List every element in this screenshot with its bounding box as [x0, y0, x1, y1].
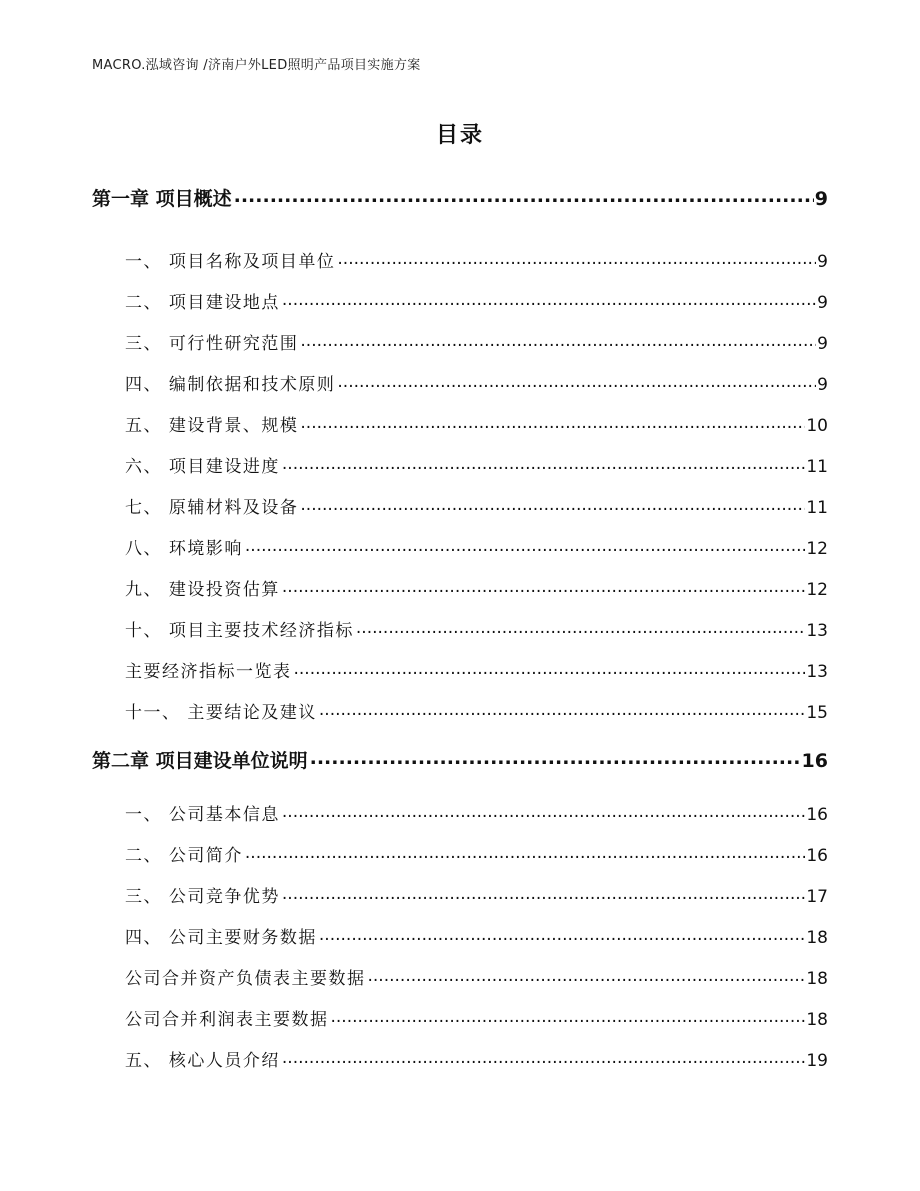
toc-entry[interactable] [125, 452, 828, 477]
toc-entry-label: 五、 建设背景、规模 [125, 416, 299, 436]
toc-entry-label: 第二章 项目建设单位说明 [92, 750, 308, 772]
toc-entry[interactable] [125, 493, 828, 518]
toc-entry-page: 10 [806, 416, 828, 436]
dot-leader [294, 660, 806, 677]
dot-leader [234, 186, 814, 205]
toc-entry-label: 一、 公司基本信息 [125, 805, 280, 825]
toc-entry[interactable] [125, 882, 828, 907]
toc-entry-page: 12 [806, 580, 828, 600]
dot-leader [337, 373, 816, 390]
toc-entry-label: 公司合并资产负债表主要数据 [125, 969, 366, 989]
toc-entry-page: 18 [806, 969, 828, 989]
dot-leader [319, 926, 805, 943]
dot-leader [282, 803, 805, 820]
toc-title: 目录 [435, 123, 484, 148]
toc-entry-page: 18 [806, 1010, 828, 1030]
dot-leader [282, 291, 816, 308]
toc-entry-page: 16 [806, 805, 828, 825]
dot-leader [337, 250, 816, 267]
toc-entry[interactable] [125, 841, 828, 866]
dot-leader [282, 578, 805, 595]
toc-entry-label: 九、 建设投资估算 [125, 580, 280, 600]
toc-entry[interactable] [125, 964, 828, 989]
toc-entry-label: 四、 编制依据和技术原则 [125, 375, 336, 395]
toc-entry-page: 19 [806, 1051, 828, 1071]
toc-entry[interactable] [125, 247, 828, 272]
toc-entry-label: 七、 原辅材料及设备 [125, 498, 299, 518]
dot-leader [319, 701, 805, 718]
dot-leader [282, 1049, 805, 1066]
toc-entry-page: 16 [806, 846, 828, 866]
toc-entry-page: 9 [817, 375, 828, 395]
toc-entry-page: 9 [817, 293, 828, 313]
toc-entry[interactable] [125, 370, 828, 395]
toc-entry[interactable] [125, 288, 828, 313]
dot-leader [300, 496, 805, 513]
toc-entry-label: 十、 项目主要技术经济指标 [125, 621, 354, 641]
toc-entry-label: 三、 公司竞争优势 [125, 887, 280, 907]
toc-entry-label: 八、 环境影响 [125, 539, 243, 559]
toc-entry-label: 三、 可行性研究范围 [125, 334, 299, 354]
toc-entry-page: 11 [806, 457, 828, 477]
toc-entry-page: 13 [806, 662, 828, 682]
toc-entry-page: 9 [814, 188, 828, 210]
toc-entry[interactable] [125, 657, 828, 682]
toc-entry[interactable] [125, 329, 828, 354]
toc-entry-page: 16 [801, 750, 828, 772]
dot-leader [356, 619, 805, 636]
toc-entry-page: 17 [806, 887, 828, 907]
toc-entry[interactable] [125, 923, 828, 948]
toc-entry[interactable] [125, 616, 828, 641]
toc-entry-label: 五、 核心人员介绍 [125, 1051, 280, 1071]
toc-entry-page: 11 [806, 498, 828, 518]
running-header: MACRO.泓域咨询 /济南户外LED照明产品项目实施方案 [92, 58, 421, 73]
toc-entry[interactable] [125, 1046, 828, 1071]
dot-leader [368, 967, 806, 984]
toc-entry-page: 9 [817, 334, 828, 354]
toc-chapter-1[interactable] [92, 184, 828, 211]
toc-entry-label: 主要经济指标一览表 [125, 662, 292, 682]
toc-entry-page: 18 [806, 928, 828, 948]
toc-entry-page: 12 [806, 539, 828, 559]
dot-leader [245, 844, 805, 861]
toc-entry-label: 一、 项目名称及项目单位 [125, 252, 336, 272]
toc-entry-label: 公司合并利润表主要数据 [125, 1010, 329, 1030]
toc-entry-page: 9 [817, 252, 828, 272]
dot-leader [282, 455, 805, 472]
toc-entry[interactable] [125, 575, 828, 600]
dot-leader [300, 414, 805, 431]
toc-entry-label: 六、 项目建设进度 [125, 457, 280, 477]
dot-leader [245, 537, 805, 554]
toc-chapter-2[interactable] [92, 746, 828, 773]
toc-entry-page: 13 [806, 621, 828, 641]
toc-entry-label: 四、 公司主要财务数据 [125, 928, 317, 948]
toc-entry[interactable] [125, 800, 828, 825]
dot-leader [300, 332, 816, 349]
toc-entry[interactable] [125, 1005, 828, 1030]
toc-entry[interactable] [125, 698, 828, 723]
dot-leader [310, 748, 801, 767]
toc-entry[interactable] [125, 534, 828, 559]
toc-entry-label: 第一章 项目概述 [92, 188, 232, 210]
dot-leader [331, 1008, 806, 1025]
toc-entry-label: 二、 项目建设地点 [125, 293, 280, 313]
toc-entry-label: 十一、 主要结论及建议 [125, 703, 317, 723]
toc-entry-label: 二、 公司简介 [125, 846, 243, 866]
toc-entry[interactable] [125, 411, 828, 436]
toc-entry-page: 15 [806, 703, 828, 723]
dot-leader [282, 885, 805, 902]
